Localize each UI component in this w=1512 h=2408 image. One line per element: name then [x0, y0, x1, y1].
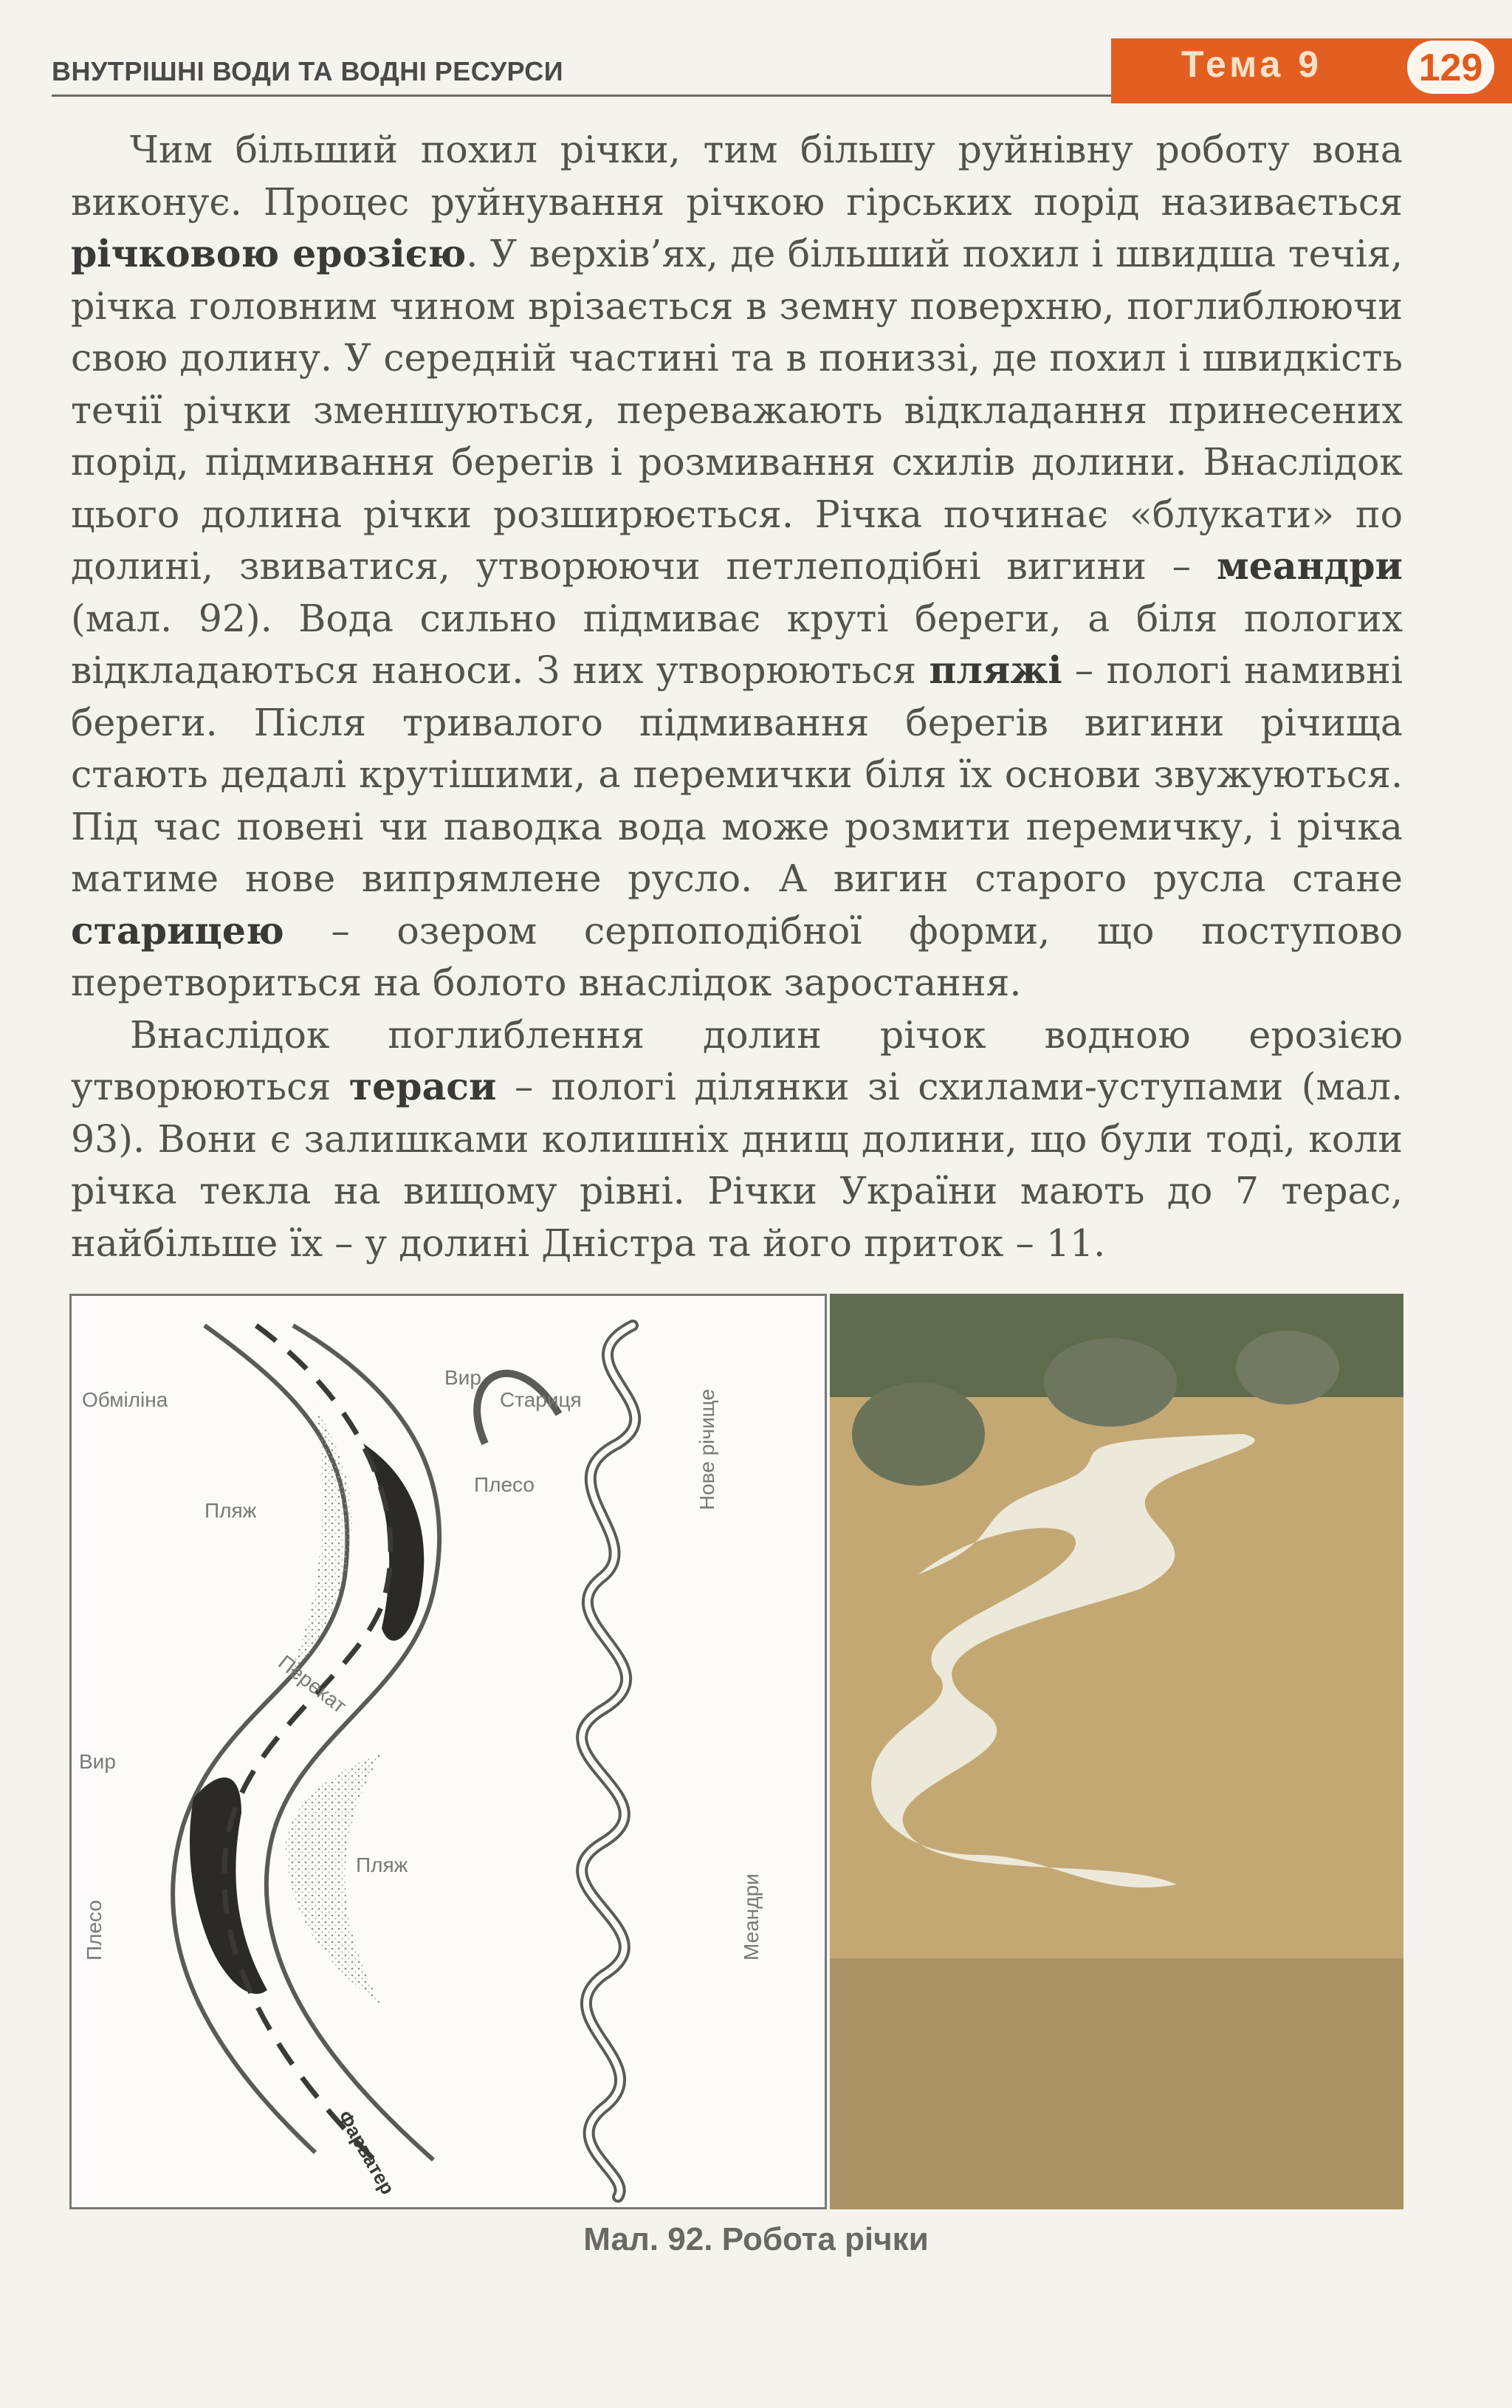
term-starytsia: старицею: [71, 908, 284, 953]
fairway-line: [224, 1325, 391, 2160]
beach-bottom: [286, 1754, 382, 2005]
label-meandry: Меандри: [740, 1873, 763, 1961]
page-number: 129: [1407, 41, 1494, 94]
term-terasy: тераси: [348, 1065, 497, 1108]
label-vyr-top: Вир: [444, 1366, 481, 1389]
section-title: ВНУТРІШНІ ВОДИ ТА ВОДНІ РЕСУРСИ: [52, 56, 564, 86]
label-nove-richyshche: Нове річище: [695, 1388, 718, 1510]
tree: [1044, 1338, 1177, 1427]
label-perekat: Перекат: [274, 1650, 351, 1718]
pool-top: [363, 1444, 424, 1641]
figure-caption: Мал. 92. Робота річки: [583, 2221, 929, 2257]
body-text: [71, 124, 1403, 1269]
header-divider: [52, 95, 1115, 97]
label-pliazh-bottom: Пляж: [356, 1853, 408, 1876]
river-bank-right: [267, 1325, 439, 2160]
label-pleso-left: Плесо: [83, 1900, 106, 1961]
label-obmilyna: Обміліна: [82, 1388, 168, 1411]
pool-bottom: [190, 1777, 267, 1994]
term-pliazhi: пляжі: [929, 648, 1062, 692]
figure-92: [69, 1294, 1403, 2209]
text-segment: Внаслідок поглиблення долин річок водною ерозією утворюються: [71, 1012, 1403, 1108]
label-vyr-left: Вир: [79, 1750, 116, 1773]
tree: [1236, 1331, 1339, 1404]
tree: [852, 1382, 985, 1486]
text-segment: – озером серпоподібної форми, що поступово перетвориться на болото внаслідок заростання.: [71, 908, 1403, 1004]
text-segment: Чим більший похил річки, тим більшу руйнівну роботу вона виконує. Процес руйнування річкою гірських порід називається: [71, 128, 1403, 224]
paragraph: [71, 1009, 1403, 1270]
label-starytsia: Стариця: [500, 1388, 582, 1411]
text-segment: (мал. 92). Вода сильно підмиває круті береги, а біля пологих відкладаються наноси. З них утворюються: [71, 596, 1403, 692]
text-segment: . У верхів’ях, де більший похил і швидша течія, річка головним чином врізається в земну поверхню, поглиблюючи свою долину. У середній частині та в пониззі, де похил і швидкість течії річки зменшуються, переважають відкладання принесених порід, підмивання берегів і розмивання схилів долини. Внаслідок цього долина річки розширюється. Річка починає «блукати» по долині, звиватися, утворюючи петлеподібні вигини –: [71, 232, 1403, 588]
text-segment: – пологі намивні береги. Після тривалого підмивання берегів вигини річища стають дедалі крутішими, а перемички біля їх основи звужуються. Під час повені чи паводка вода може розмити перемичку, і річка матиме нове випрямлене русло. А вигин старого русла стане: [71, 648, 1403, 900]
paragraph: [71, 124, 1403, 1009]
label-pliazh-top: Пляж: [205, 1499, 257, 1522]
label-fairway: Фарватер: [333, 2107, 399, 2198]
meander-photo-svg: [830, 1294, 1403, 2209]
term-richkova-eroziia: річковою ерозією: [71, 232, 467, 275]
text-segment: – пологі ділянки зі схилами-уступами (мал. 93). Вони є залишками колишніх днищ долини, що були тоді, коли річка текла на вищому рівні. Річки України мають до 7 терас, найбільше їх – у долині Дністра та його приток – 11.: [71, 1065, 1403, 1265]
diagram-svg: [72, 1296, 825, 2207]
topic-label: Тема 9: [1181, 44, 1323, 85]
meander-photo: [830, 1294, 1403, 2209]
river-work-diagram: [69, 1294, 827, 2209]
label-pleso-top: Плесо: [474, 1473, 535, 1496]
term-meandry: меандри: [1216, 544, 1403, 588]
